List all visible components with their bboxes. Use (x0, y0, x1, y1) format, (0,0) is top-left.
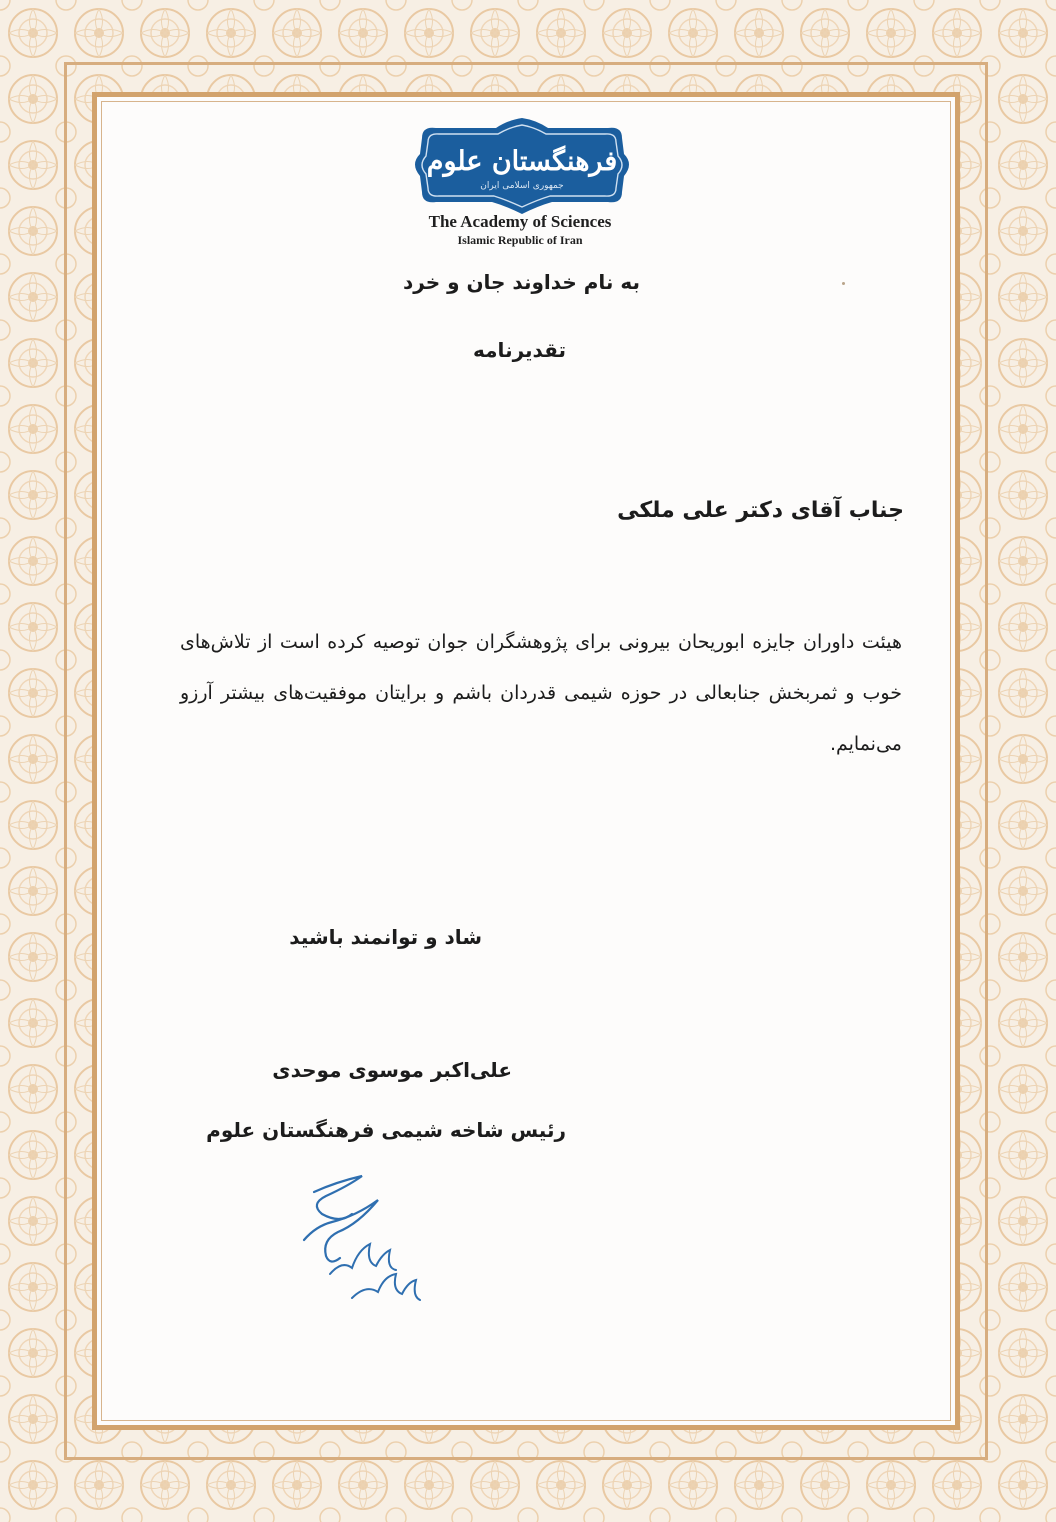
closing-line: شاد و توانمند باشید (289, 925, 482, 949)
signer-name: علی‌اکبر موسوی موحدی (272, 1058, 512, 1082)
logo-english-name: The Academy of Sciences (428, 212, 612, 231)
logo-english-subtitle: Islamic Republic of Iran (457, 233, 583, 247)
invocation-line: به نام خداوند جان و خرد (403, 270, 640, 294)
signer-title: رئیس شاخه شیمی فرهنگستان علوم (206, 1118, 566, 1142)
letter-body: هیئت داوران جایزه ابوریحان بیرونی برای پژوهشگران جوان توصیه کرده است از تلاش‌های خوب و ثمربخش جنابعالی در حوزه شیمی قدردان باشم و برایتان موفقیت‌های بیشتر آرزو می‌نمایم. (180, 631, 902, 755)
logo-persian-subtitle: جمهوری اسلامی ایران (480, 181, 564, 191)
handwritten-signature (286, 1170, 436, 1320)
recipient-line: جناب آقای دکتر علی ملکی (617, 498, 904, 523)
paper-speck (842, 282, 845, 285)
certificate-title: تقدیرنامه (473, 338, 566, 362)
logo-persian-name: فرهنگستان علوم (426, 146, 618, 177)
logo-english-text (380, 212, 660, 248)
